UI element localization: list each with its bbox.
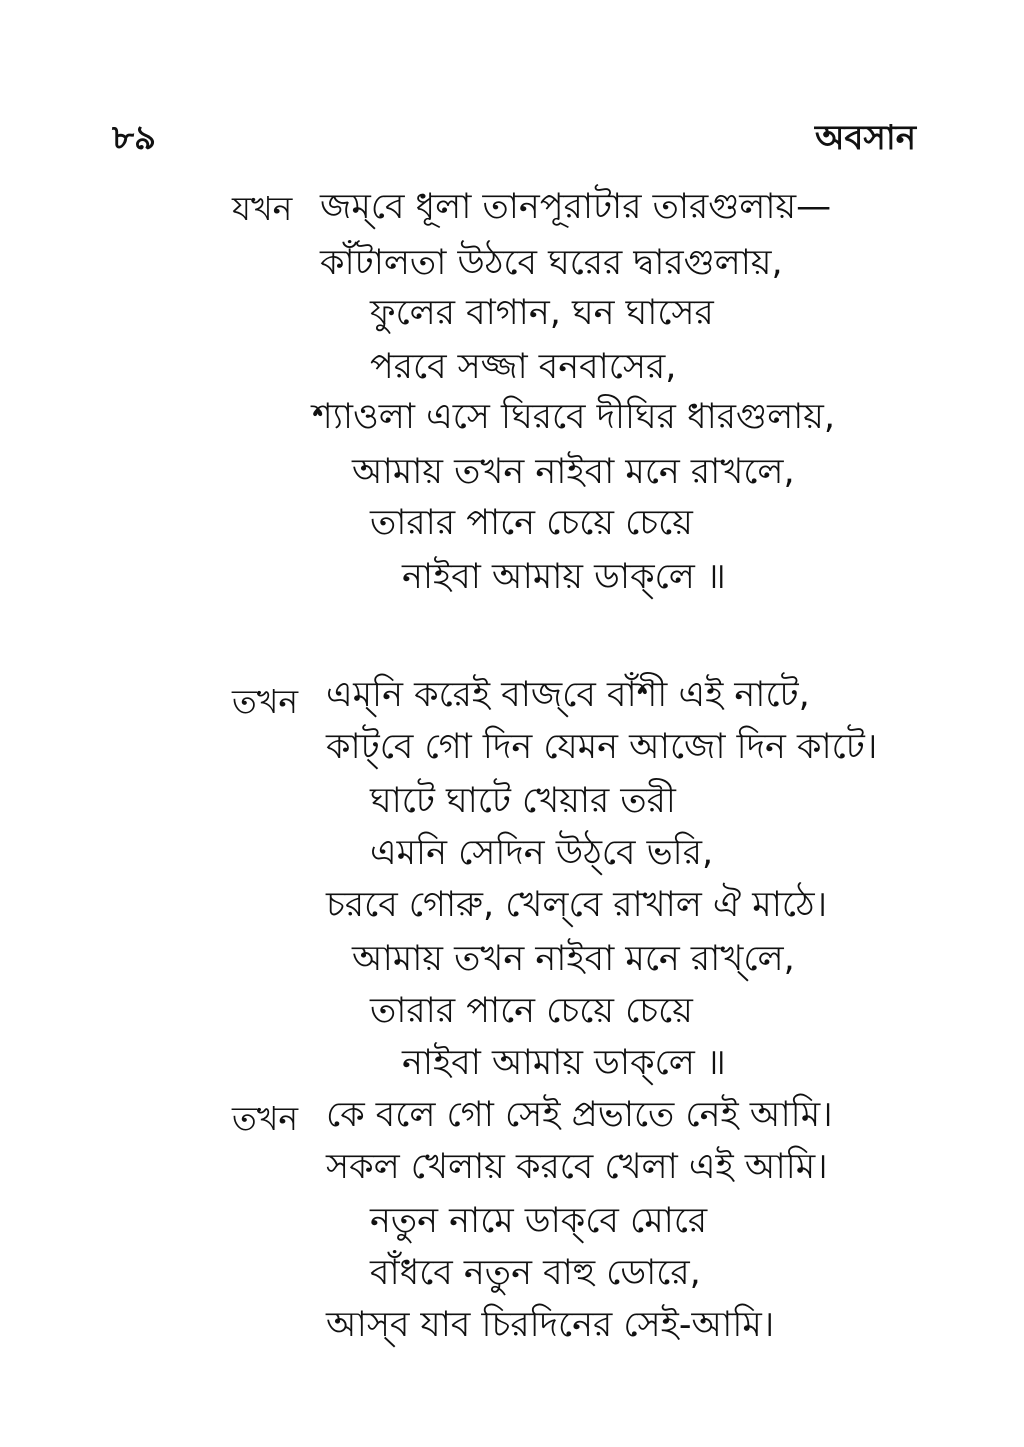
verse-line: আমায় তখন নাইবা মনে রাখ্‌লে,: [352, 939, 795, 979]
verse-line: ঘাটে ঘাটে খেয়ার তরী: [370, 781, 676, 821]
verse-line: ফুলের বাগান, ঘন ঘাসের: [370, 293, 714, 333]
verse-line: জম্‌বে ধূলা তানপূরাটার তারগুলায়—: [320, 187, 832, 227]
verse-line: কাঁটালতা উঠবে ঘরের দ্বারগুলায়,: [320, 243, 783, 283]
verse-line: পরবে সজ্জা বনবাসের,: [370, 347, 677, 387]
verse-line: আস্‌ব যাব চিরদিনের সেই-আমি।: [326, 1305, 775, 1345]
verse-line: শ্যাওলা এসে ঘিরবে দীঘির ধারগুলায়,: [312, 397, 836, 437]
speaker-label: তখন: [232, 682, 299, 721]
verse-line: সকল খেলায় করবে খেলা এই আমি।: [326, 1147, 828, 1187]
verse-line: নতুন নামে ডাক্‌বে মোরে: [370, 1201, 708, 1241]
verse-line: নাইবা আমায় ডাক্‌লে ॥: [402, 1043, 726, 1083]
verse-line: চরবে গোরু, খেল্‌বে রাখাল ঐ মাঠে।: [326, 885, 828, 925]
verse-line: আমায় তখন নাইবা মনে রাখলে,: [352, 452, 795, 492]
verse-line: তারার পানে চেয়ে চেয়ে: [370, 503, 693, 543]
verse-line: এমনি সেদিন উঠ্‌বে ভরি,: [370, 833, 714, 873]
verse-line: এম্‌নি করেই বাজ্‌বে বাঁশী এই নাটে,: [326, 675, 810, 715]
verse-line: কে বলে গো সেই প্রভাতে নেই আমি।: [326, 1095, 833, 1135]
verse-line: কাট্‌বে গো দিন যেমন আজো দিন কাটে।: [326, 727, 878, 767]
speaker-label: তখন: [232, 1099, 299, 1138]
speaker-label: যখন: [232, 189, 293, 228]
page-number: ৮৯: [112, 118, 157, 158]
verse-line: নাইবা আমায় ডাক্‌লে ॥: [402, 557, 726, 597]
verse-line: বাঁধবে নতুন বাহু ডোরে,: [370, 1253, 701, 1293]
verse-line: তারার পানে চেয়ে চেয়ে: [370, 991, 693, 1031]
running-title: অবসান: [815, 118, 916, 158]
